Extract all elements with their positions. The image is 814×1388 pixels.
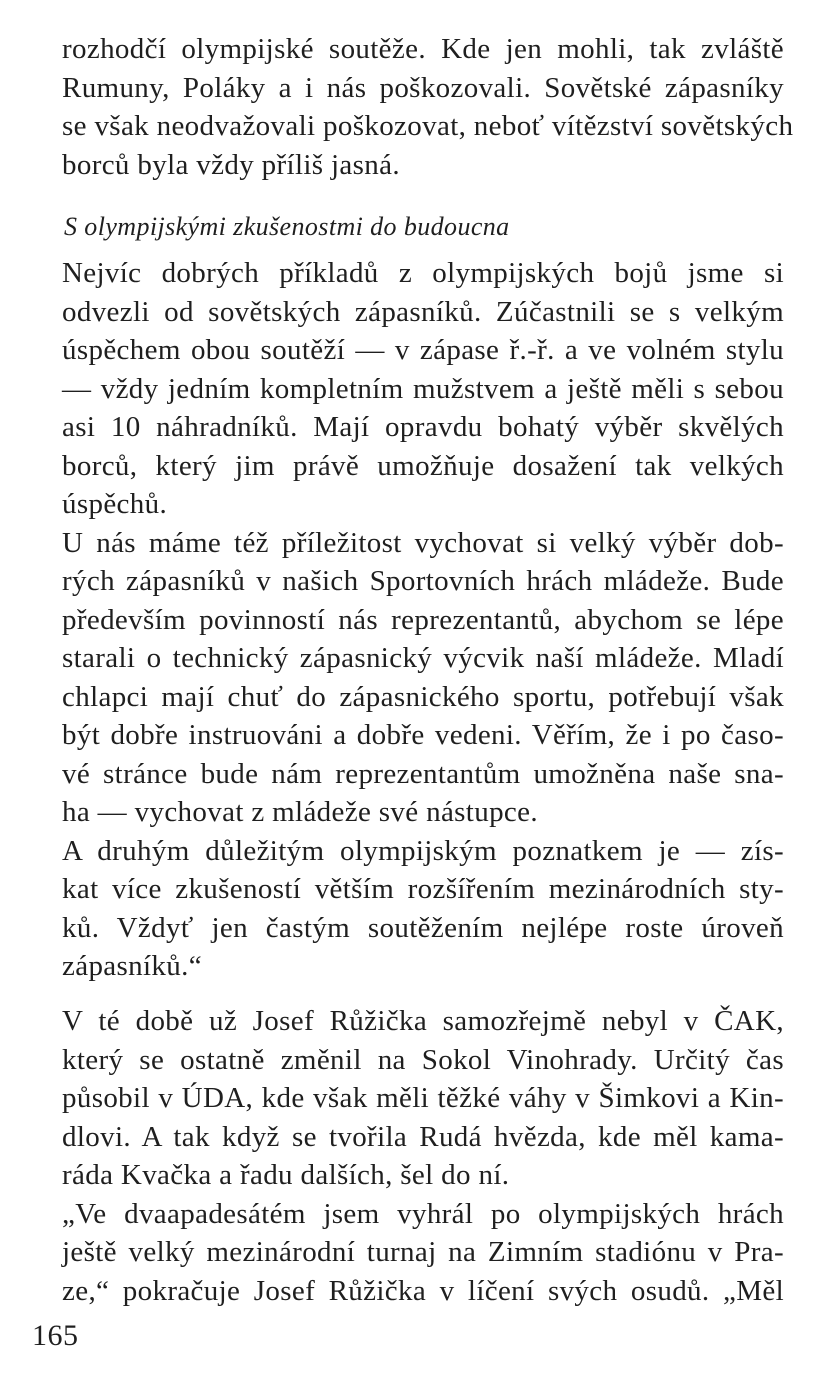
- text-line: U nás máme též příležitost vychovat si velký výběr dob-: [62, 526, 784, 559]
- text-line: rozhodčí olympijské soutěže. Kde jen mohli, tak zvláště: [62, 33, 784, 65]
- text-line: rých zápasníků v našich Sportovních hrách mládeže. Bude: [62, 565, 784, 597]
- narrative-paragraph: [62, 1002, 784, 1310]
- text-line: dlovi. A tak když se tvořila Rudá hvězda, kde měl kama-: [62, 1120, 784, 1153]
- text-line: ha — vychovat z mládeže své nástupce.: [62, 796, 538, 828]
- text-line: V té době už Josef Růžička samozřejmě nebyl v ČAK,: [62, 1005, 784, 1037]
- text-line: který se ostatně změnil na Sokol Vinohrady. Určitý čas: [62, 1043, 784, 1076]
- section-heading: S olympijskými zkušenostmi do budoucna: [64, 212, 510, 241]
- text-line: — vždy jedním kompletním mužstvem a ještě měli s sebou: [62, 372, 784, 405]
- text-line: A druhým důležitým olympijským poznatkem je — zís-: [62, 834, 784, 867]
- text-line: především povinností nás reprezentantů, abychom se lépe: [62, 603, 784, 636]
- text-line: asi 10 náhradníků. Mají opravdu bohatý výběr skvělých: [62, 411, 784, 443]
- text-line: vé stránce bude nám reprezentantům umožněna naše sna-: [62, 757, 784, 790]
- text-line: zápasníků.“: [62, 950, 202, 982]
- page-number: 165: [32, 1319, 79, 1352]
- text-line: kat více zkušeností větším rozšířením mezinárodních sty-: [62, 873, 784, 905]
- text-line: starali o technický zápasnický výcvik naší mládeže. Mladí: [62, 642, 784, 674]
- text-line: ze,“ pokračuje Josef Růžička v líčení svých osudů. „Měl: [62, 1274, 784, 1307]
- text-line: úspěchů.: [62, 488, 168, 520]
- text-line: se však neodvažovali poškozovat, neboť vítězství sovětských: [62, 110, 794, 142]
- text-line: borců, který jim právě umožňuje dosažení tak velkých: [62, 449, 784, 482]
- text-line: „Ve dvaapadesátém jsem vyhrál po olympijských hrách: [62, 1197, 784, 1230]
- text-line: Rumuny, Poláky a i nás poškozovali. Sovětské zápasníky: [62, 71, 784, 104]
- text-line: Nejvíc dobrých příkladů z olympijských bojů jsme si: [62, 257, 784, 289]
- text-line: působil v ÚDA, kde však měli těžké váhy v Šimkovi a Kin-: [62, 1082, 784, 1114]
- text-line: úspěchem obou soutěží — v zápase ř.-ř. a ve volném stylu: [62, 334, 784, 366]
- text-line: být dobře instruováni a dobře vedeni. Věřím, že i po časo-: [62, 719, 784, 751]
- quoted-statement: [62, 254, 784, 986]
- text-line: ráda Kvačka a řadu dalších, šel do ní.: [62, 1159, 510, 1191]
- text-line: ků. Vždyť jen častým soutěžením nejlépe roste úroveň: [62, 911, 784, 944]
- intro-paragraph: [62, 30, 794, 184]
- text-line: odvezli od sovětských zápasníků. Zúčastnili se s velkým: [62, 295, 784, 328]
- text-line: ještě velký mezinárodní turnaj na Zimním stadiónu v Pra-: [62, 1236, 784, 1268]
- text-line: borců byla vždy příliš jasná.: [62, 148, 400, 181]
- text-line: chlapci mají chuť do zápasnického sportu, potřebují však: [62, 680, 784, 713]
